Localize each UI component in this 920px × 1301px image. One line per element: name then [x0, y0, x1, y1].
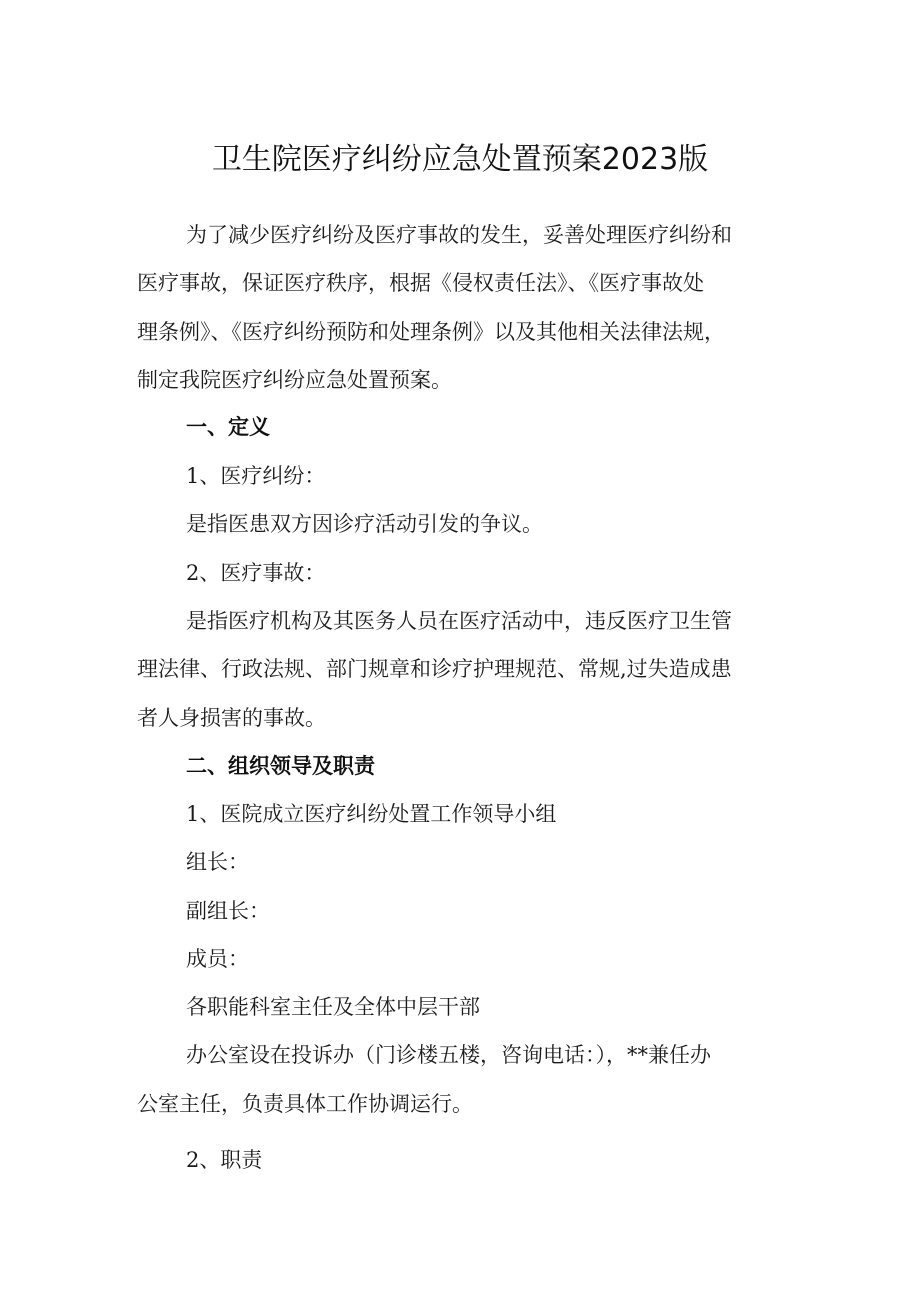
definition-item-2-text-3: 者人身损害的事故。	[137, 706, 326, 730]
intro-line-1: 为了减少医疗纠纷及医疗事故的发生，妥善处理医疗纠纷和	[186, 223, 732, 247]
section-heading-organization: 二、组织领导及职责	[186, 754, 375, 778]
definition-item-2-title: 2、医疗事故：	[186, 561, 326, 585]
definition-item-2-text-1: 是指医疗机构及其医务人员在医疗活动中，违反医疗卫生管	[186, 609, 732, 633]
members-text: 各职能科室主任及全体中层干部	[186, 995, 480, 1019]
intro-line-2: 医疗事故，保证医疗秩序，根据《侵权责任法》、《医疗事故处	[137, 271, 704, 295]
intro-line-3: 理条例》、《医疗纠纷预防和处理条例》以及其他相关法律法规，	[137, 320, 725, 344]
section-heading-definition: 一、定义	[186, 415, 270, 439]
office-text-1: 办公室设在投诉办（门诊楼五楼，咨询电话：），**兼任办	[186, 1043, 711, 1067]
leader-label: 组长：	[186, 850, 249, 874]
deputy-leader-label: 副组长：	[186, 899, 270, 923]
office-text-2: 公室主任，负责具体工作协调运行。	[137, 1092, 473, 1116]
intro-line-4: 制定我院医疗纠纷应急处置预案。	[137, 368, 452, 392]
members-label: 成员：	[186, 947, 249, 971]
organization-item-1-title: 1、医院成立医疗纠纷处置工作领导小组	[186, 802, 557, 826]
organization-item-2-title: 2、职责	[186, 1148, 263, 1172]
document-title: 卫生院医疗纠纷应急处置预案2023版	[211, 142, 709, 177]
definition-item-1-title: 1、医疗纠纷：	[186, 464, 326, 488]
definition-item-1-text: 是指医患双方因诊疗活动引发的争议。	[186, 512, 543, 536]
definition-item-2-text-2: 理法律、行政法规、部门规章和诊疗护理规范、常规,过失造成患	[137, 657, 732, 681]
